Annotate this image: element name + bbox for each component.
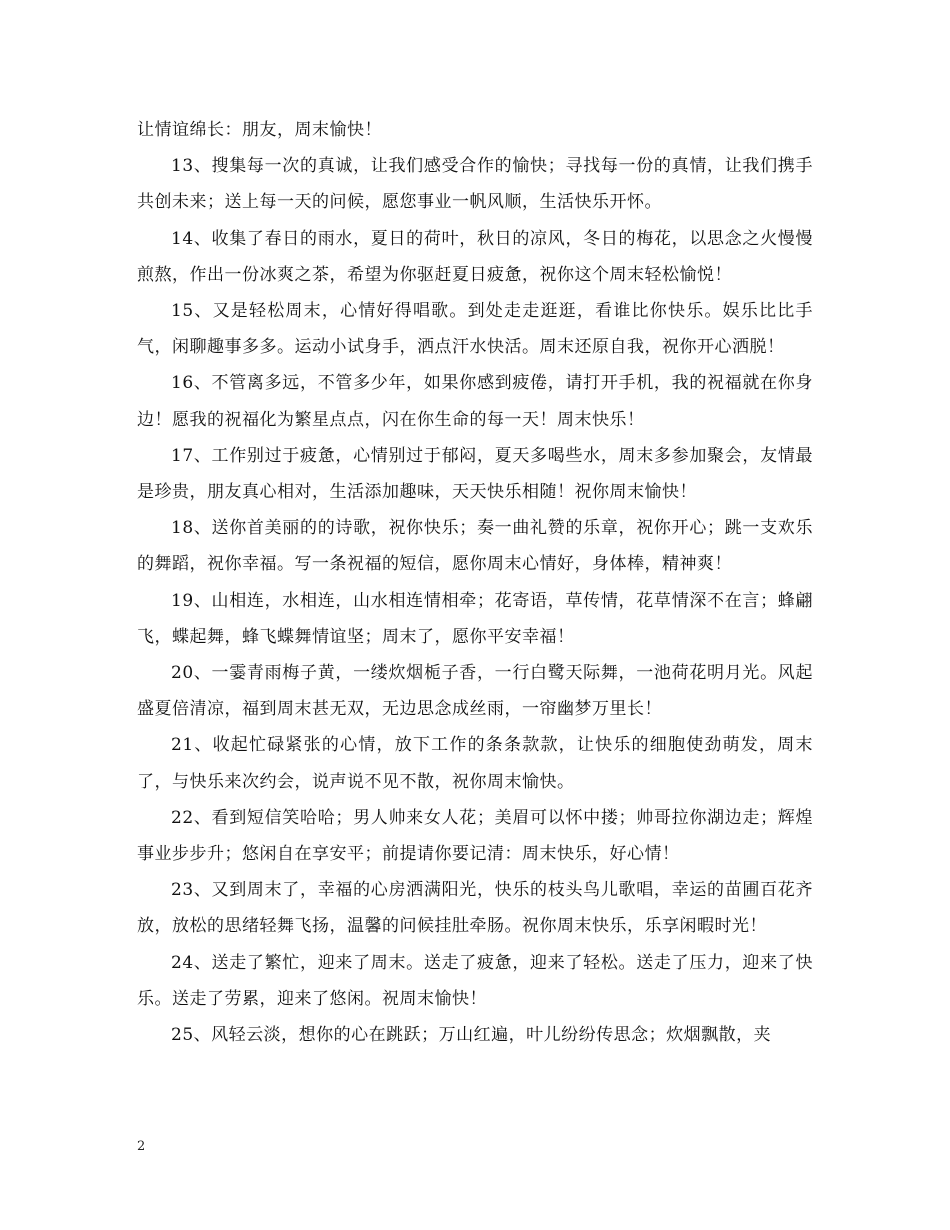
paragraph-20: 20、一霎青雨梅子黄，一缕炊烟栀子香，一行白鹭天际舞，一池荷花明月光。风起盛夏倍清凉，福到周末甚无双，无边思念成丝雨，一帘幽梦万里长！: [137, 663, 813, 720]
document-body: [137, 112, 813, 1053]
paragraph-16: 16、不管离多远，不管多少年，如果你感到疲倦，请打开手机，我的祝福就在你身边！愿我的祝福化为繁星点点，闪在你生命的每一天！周末快乐！: [137, 373, 813, 430]
paragraph-14: 14、收集了春日的雨水，夏日的荷叶，秋日的凉风，冬日的梅花，以思念之火慢慢煎熬，作出一份冰爽之茶，希望为你驱赶夏日疲惫，祝你这个周末轻松愉悦！: [137, 228, 813, 285]
paragraph-23: 23、又到周末了，幸福的心房洒满阳光，快乐的枝头鸟儿歌唱，幸运的苗圃百花齐放，放松的思绪轻舞飞扬，温馨的问候挂肚牵肠。祝你周末快乐，乐享闲暇时光！: [137, 880, 813, 937]
paragraph-22: 22、看到短信笑哈哈；男人帅来女人花；美眉可以怀中搂；帅哥拉你湖边走；辉煌事业步步升；悠闲自在享安平；前提请你要记清：周末快乐，好心情！: [137, 807, 813, 865]
paragraph-17: 17、工作别过于疲惫，心情别过于郁闷，夏天多喝些水，周末多参加聚会，友情最是珍贵，朋友真心相对，生活添加趣味，天天快乐相随！祝你周末愉快！: [137, 445, 813, 503]
paragraph-25: 25、风轻云淡，想你的心在跳跃；万山红遍，叶儿纷纷传思念；炊烟飘散，夹: [171, 1025, 772, 1046]
paragraph-13: 13、搜集每一次的真诚，让我们感受合作的愉快；寻找每一份的真情，让我们携手共创未来；送上每一天的问候，愿您事业一帆风顺，生活快乐开怀。: [137, 156, 813, 213]
page-number: 2: [137, 1139, 146, 1154]
paragraph-continuation: 让情谊绵长：朋友，周末愉快！: [137, 120, 382, 140]
paragraph-15: 15、又是轻松周末，心情好得唱歌。到处走走逛逛，看谁比你快乐。娱乐比比手气，闲聊趣事多多。运动小试身手，洒点汗水快活。周末还原自我，祝你开心洒脱！: [137, 301, 813, 358]
paragraph-19: 19、山相连，水相连，山水相连情相牵；花寄语，草传情，花草情深不在言；蜂翩飞，蝶起舞，蜂飞蝶舞情谊坚；周末了，愿你平安幸福！: [137, 590, 813, 647]
paragraph-18: 18、送你首美丽的的诗歌，祝你快乐；奏一曲礼赞的乐章，祝你开心；跳一支欢乐的舞蹈，祝你幸福。写一条祝福的短信，愿你周末心情好，身体棒，精神爽！: [137, 518, 813, 575]
paragraph-21: 21、收起忙碌紧张的心情，放下工作的条条款款，让快乐的细胞使劲萌发，周末了，与快乐来次约会，说声说不见不散，祝你周末愉快。: [137, 735, 813, 792]
paragraph-24: 24、送走了繁忙，迎来了周末。送走了疲惫，迎来了轻松。送走了压力，迎来了快乐。送走了劳累，迎来了悠闲。祝周末愉快！: [137, 952, 813, 1009]
